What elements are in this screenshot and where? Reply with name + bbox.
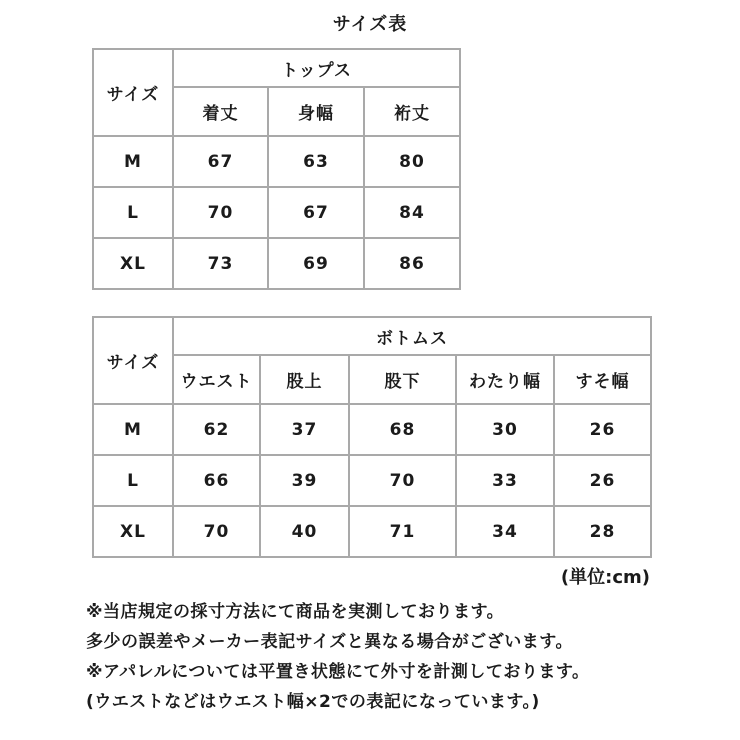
measurement-value: 28 [554, 506, 651, 557]
bottoms-row-l [93, 455, 651, 506]
measurement-value: 80 [364, 136, 460, 187]
bottoms-column-header-inseam: 股下 [349, 355, 456, 404]
bottoms-row-m [93, 404, 651, 455]
measurement-value: 39 [260, 455, 349, 506]
tops-row-xl [93, 238, 460, 289]
size-label: XL [93, 506, 173, 557]
measurement-value: 62 [173, 404, 260, 455]
measurement-value: 63 [268, 136, 364, 187]
bottoms-column-header-thigh: わたり幅 [456, 355, 554, 404]
note-line-4: (ウエストなどはウエスト幅×2での表記になっています。) [86, 692, 540, 712]
measurement-value: 73 [173, 238, 268, 289]
measurement-value: 67 [268, 187, 364, 238]
bottoms-header-row [93, 317, 651, 355]
bottoms-column-header-rise: 股上 [260, 355, 349, 404]
tops-size-column-header: サイズ [93, 49, 173, 136]
size-label: M [93, 404, 173, 455]
measurement-value: 34 [456, 506, 554, 557]
bottoms-size-table [92, 316, 652, 558]
measurement-value: 70 [173, 187, 268, 238]
note-line-1: ※当店規定の採寸方法にて商品を実測しております。 [86, 602, 505, 622]
note-line-2: 多少の誤差やメーカー表記サイズと異なる場合がございます。 [86, 632, 573, 652]
bottoms-row-xl [93, 506, 651, 557]
measurement-value: 69 [268, 238, 364, 289]
size-label: L [93, 455, 173, 506]
measurement-value: 71 [349, 506, 456, 557]
measurement-value: 68 [349, 404, 456, 455]
tops-header-row [93, 49, 460, 87]
unit-label: (単位:cm) [560, 567, 650, 588]
measurement-value: 40 [260, 506, 349, 557]
measurement-value: 86 [364, 238, 460, 289]
bottoms-size-column-header: サイズ [93, 317, 173, 404]
size-label: XL [93, 238, 173, 289]
bottoms-subheader-row [93, 355, 651, 404]
measurement-value: 84 [364, 187, 460, 238]
measurement-value: 26 [554, 404, 651, 455]
bottoms-column-header-hem: すそ幅 [554, 355, 651, 404]
tops-column-header-sleeve: 裄丈 [364, 87, 460, 136]
tops-size-table [92, 48, 461, 290]
measurement-value: 66 [173, 455, 260, 506]
measurement-notes [86, 597, 740, 717]
measurement-value: 26 [554, 455, 651, 506]
measurement-value: 37 [260, 404, 349, 455]
bottoms-column-header-waist: ウエスト [173, 355, 260, 404]
measurement-value: 67 [173, 136, 268, 187]
note-line-3: ※アパレルについては平置き状態にて外寸を計測しております。 [86, 662, 590, 682]
bottoms-group-header: ボトムス [173, 317, 651, 355]
tops-group-header: トップス [173, 49, 460, 87]
tops-column-header-length: 着丈 [173, 87, 268, 136]
measurement-value: 70 [173, 506, 260, 557]
tops-column-header-width: 身幅 [268, 87, 364, 136]
page-title: サイズ表 [332, 14, 408, 35]
measurement-value: 33 [456, 455, 554, 506]
size-label: L [93, 187, 173, 238]
measurement-value: 70 [349, 455, 456, 506]
tops-row-l [93, 187, 460, 238]
size-label: M [93, 136, 173, 187]
tops-row-m [93, 136, 460, 187]
measurement-value: 30 [456, 404, 554, 455]
